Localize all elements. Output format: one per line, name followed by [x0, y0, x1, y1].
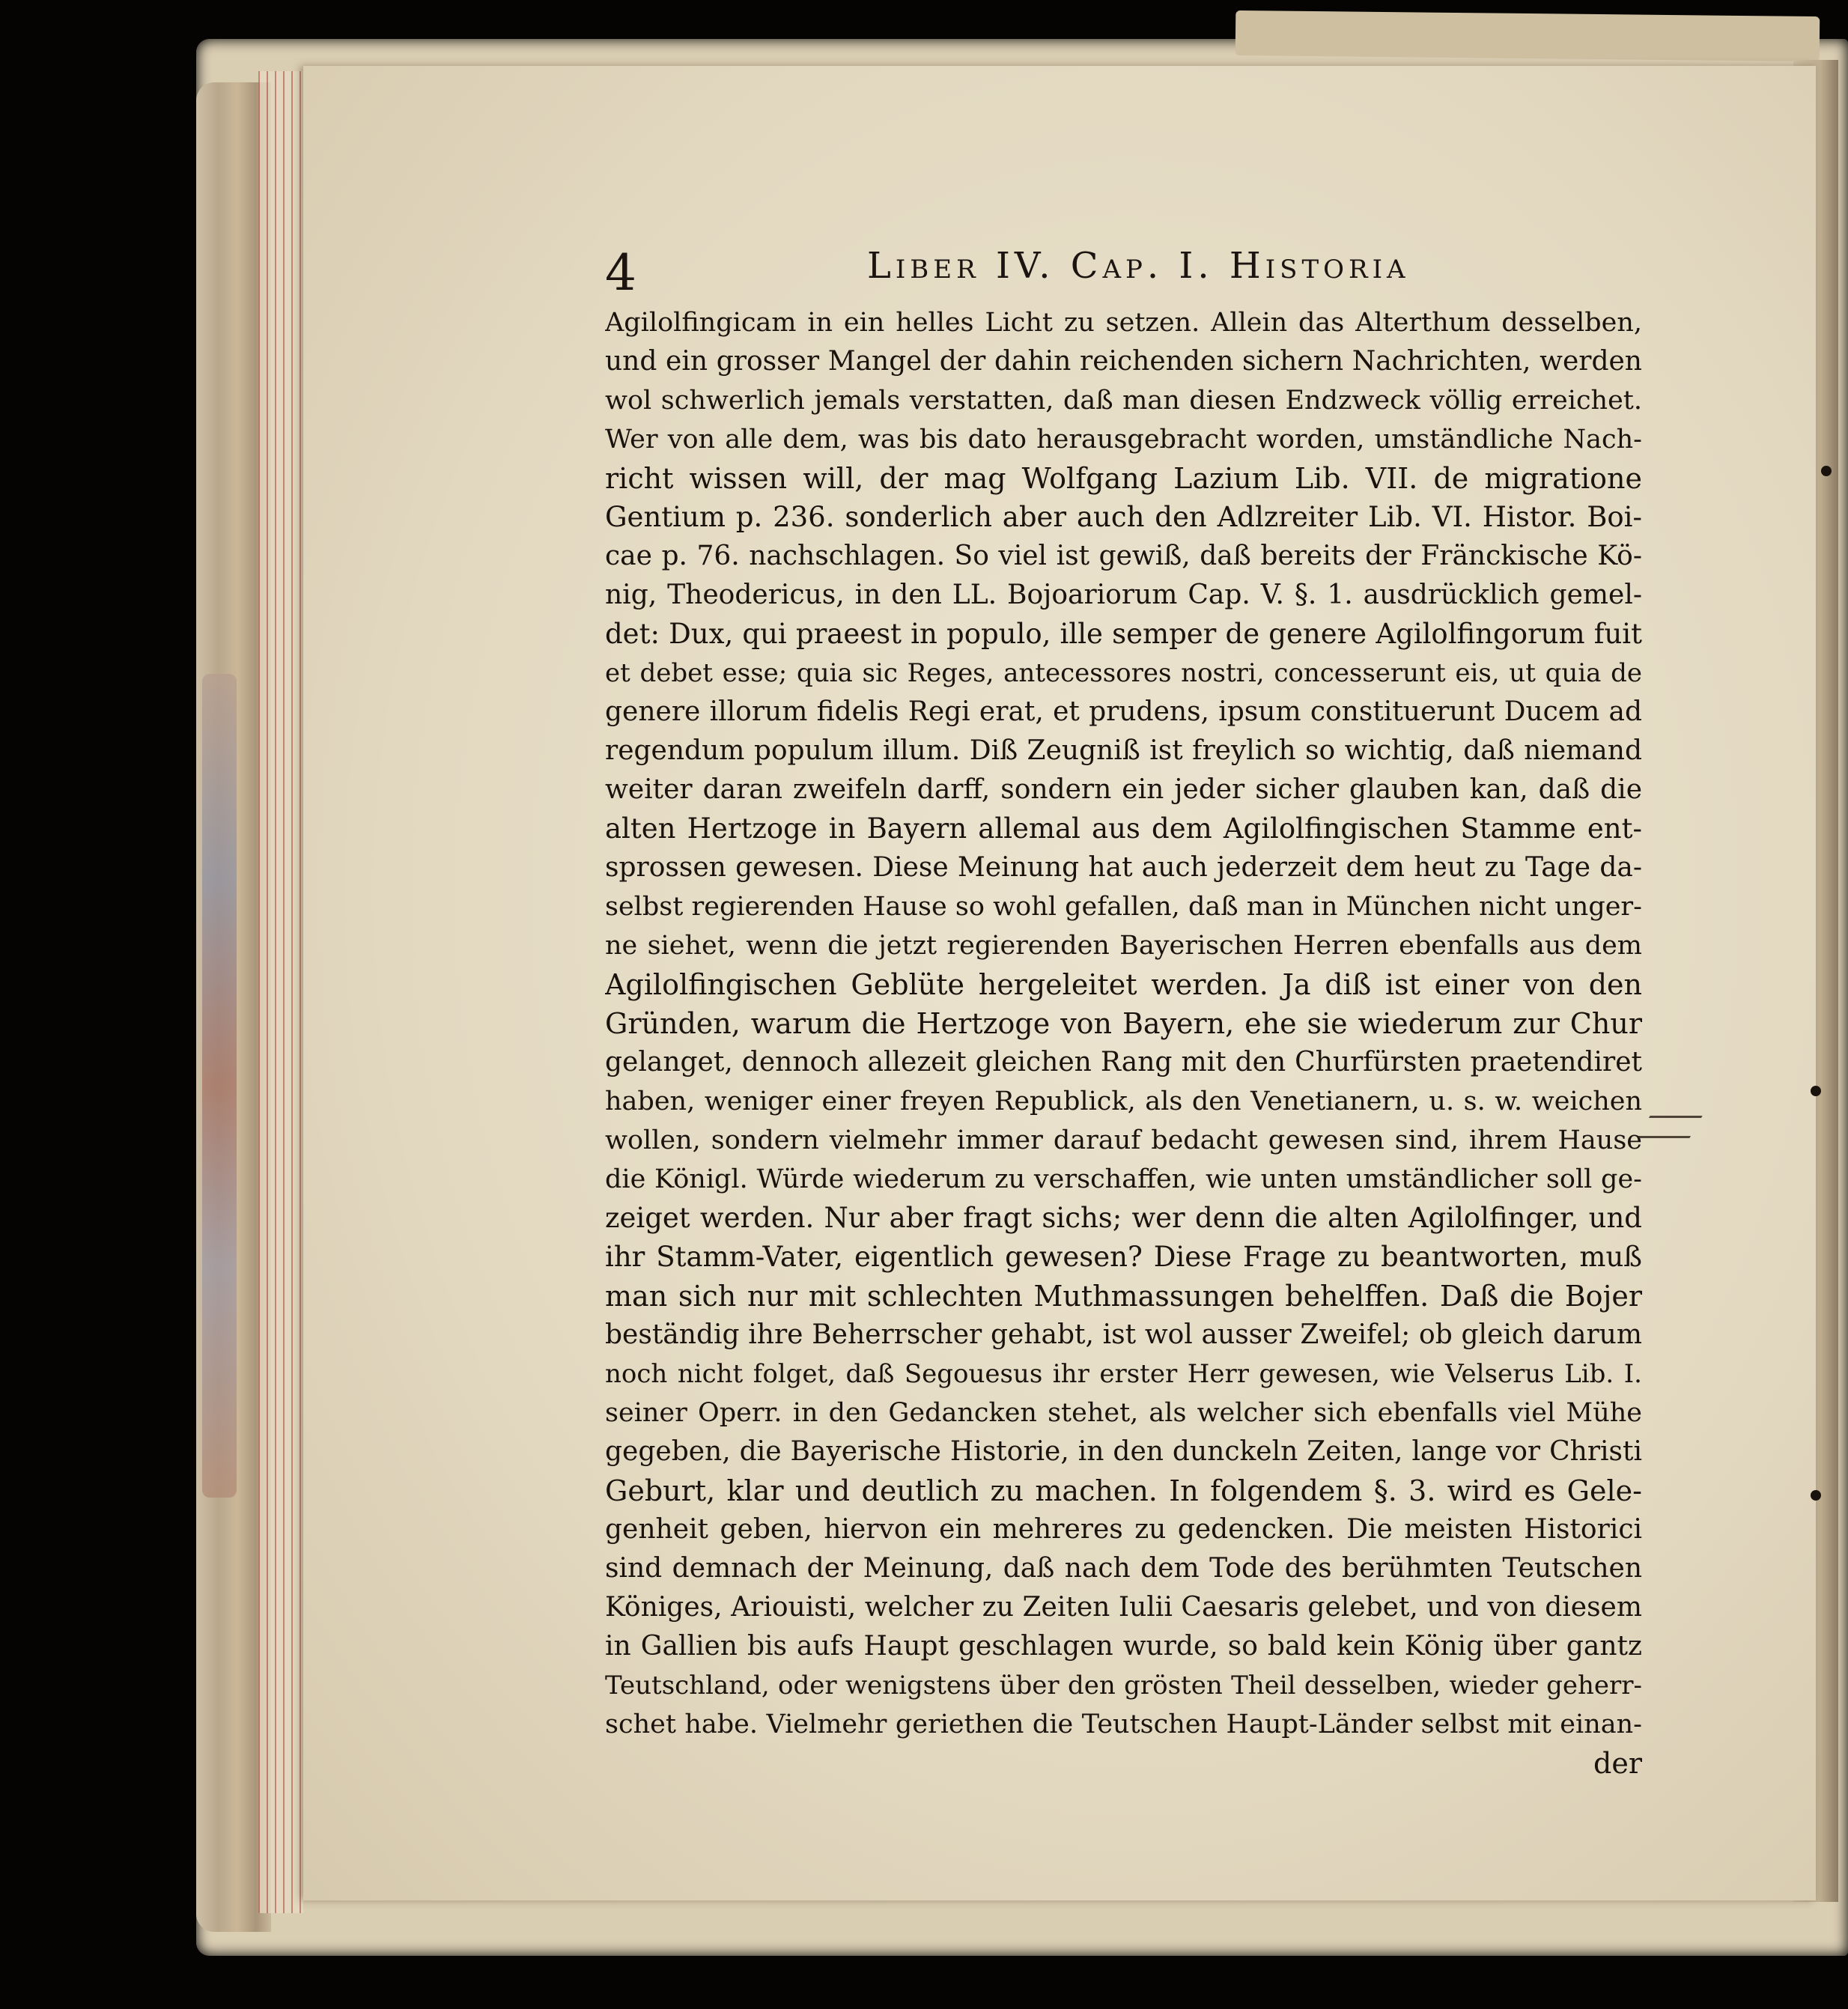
marbled-edge — [202, 674, 237, 1498]
text-line: ihr Stamm-Vater, eigentlich gewesen? Diese Frage zu beantworten, muß — [605, 1241, 1642, 1273]
text-line: Gründen, warum die Hertzoge von Bayern, ehe sie wiederum zur Chur — [605, 1007, 1642, 1040]
text-line: Agilolfingicam in ein helles Licht zu setzen. Allein das Alterthum desselben, — [605, 308, 1642, 338]
text-line: seiner Operr. in den Gedancken stehet, als welcher sich ebenfalls viel Mühe — [605, 1398, 1642, 1428]
text-line: richt wissen will, der mag Wolfgang Lazium Lib. VII. de migratione — [605, 462, 1642, 495]
text-line: wol schwerlich jemals verstatten, daß man diesen Endzweck völlig erreichet. — [605, 386, 1642, 416]
running-title: Liber IV. Cap. I. Historia — [867, 245, 1410, 287]
catchword: der — [1593, 1747, 1642, 1780]
text-line: genheit geben, hiervon ein mehreres zu gedencken. Die meisten Historici — [605, 1514, 1642, 1545]
body-text — [605, 303, 1642, 1783]
text-line: selbst regierenden Hause so wohl gefallen, daß man in München nicht unger- — [605, 892, 1642, 922]
text-line: regendum populum illum. Diß Zeugniß ist freylich so wichtig, daß niemand — [605, 735, 1642, 766]
text-line: det: Dux, qui praeest in populo, ille semper de genere Agilolfingorum fuit — [605, 618, 1642, 650]
text-line: schet habe. Vielmehr geriethen die Teutschen Haupt-Länder selbst mit einan- — [605, 1709, 1642, 1739]
text-line: Wer von alle dem, was bis dato herausgebracht worden, umständliche Nach- — [605, 425, 1642, 455]
text-line: noch nicht folget, daß Segouesus ihr erster Herr gewesen, wie Velserus Lib. I. — [605, 1359, 1642, 1389]
page-edges — [258, 71, 303, 1913]
text-line: Geburt, klar und deutlich zu machen. In folgendem §. 3. wird es Gele- — [605, 1474, 1642, 1507]
margin-dot — [1811, 1490, 1821, 1501]
top-page-edge — [1235, 10, 1820, 61]
text-line: man sich nur mit schlechten Muthmassungen behelffen. Daß die Bojer — [605, 1280, 1642, 1313]
text-line: gegeben, die Bayerische Historie, in den dunckeln Zeiten, lange vor Christi — [605, 1436, 1642, 1467]
text-line: weiter daran zweifeln darff, sondern ein jeder sicher glauben kan, daß die — [605, 774, 1642, 805]
text-line: sprossen gewesen. Diese Meinung hat auch jederzeit dem heut zu Tage da- — [605, 852, 1642, 883]
text-line: gelanget, dennoch allezeit gleichen Rang mit den Churfürsten praetendiret — [605, 1047, 1642, 1078]
text-line: die Königl. Würde wiederum zu verschaffen, wie unten umständlicher soll ge- — [605, 1164, 1642, 1194]
text-line: und ein grosser Mangel der dahin reichenden sichern Nachrichten, werden — [605, 346, 1642, 377]
text-line: cae p. 76. nachschlagen. So viel ist gewiß, daß bereits der Fränckische Kö- — [605, 541, 1642, 571]
text-line: Agilolfingischen Geblüte hergeleitet werden. Ja diß ist einer von den — [605, 968, 1642, 1001]
text-line: alten Hertzoge in Bayern allemal aus dem Agilolfingischen Stamme ent- — [605, 812, 1642, 845]
margin-dot — [1821, 466, 1832, 476]
text-line: Gentium p. 236. sonderlich aber auch den Adlzreiter Lib. VI. Histor. Boi- — [605, 501, 1642, 533]
margin-dot — [1811, 1086, 1821, 1096]
text-line: haben, weniger einer freyen Republick, als den Venetianern, u. s. w. weichen — [605, 1086, 1642, 1116]
text-line: in Gallien bis aufs Haupt geschlagen wurde, so bald kein König über gantz — [605, 1631, 1642, 1662]
text-line: et debet esse; quia sic Reges, antecessores nostri, concesserunt eis, ut quia de — [605, 658, 1642, 688]
text-line: beständig ihre Beherrscher gehabt, ist wol ausser Zweifel; ob gleich darum — [605, 1319, 1642, 1350]
text-line: sind demnach der Meinung, daß nach dem Tode des berühmten Teutschen — [605, 1553, 1642, 1584]
text-line: Teutschland, oder wenigstens über den grösten Theil desselben, wieder geherr- — [605, 1671, 1642, 1700]
text-line: zeiget werden. Nur aber fragt sichs; wer denn die alten Agilolfinger, und — [605, 1202, 1642, 1234]
text-line: wollen, sondern vielmehr immer darauf bedacht gewesen sind, ihrem Hause — [605, 1125, 1642, 1155]
text-line: nig, Theodericus, in den LL. Bojoariorum Cap. V. §. 1. ausdrücklich gemel- — [605, 580, 1642, 610]
text-line: genere illorum fidelis Regi erat, et prudens, ipsum constituerunt Ducem ad — [605, 696, 1642, 727]
text-line: ne siehet, wenn die jetzt regierenden Bayerischen Herren ebenfalls aus dem — [605, 931, 1642, 961]
page-header — [605, 236, 1653, 303]
text-line: Königes, Ariouisti, welcher zu Zeiten Iulii Caesaris gelebet, und von diesem — [605, 1592, 1642, 1623]
page-number: 4 — [605, 244, 636, 302]
